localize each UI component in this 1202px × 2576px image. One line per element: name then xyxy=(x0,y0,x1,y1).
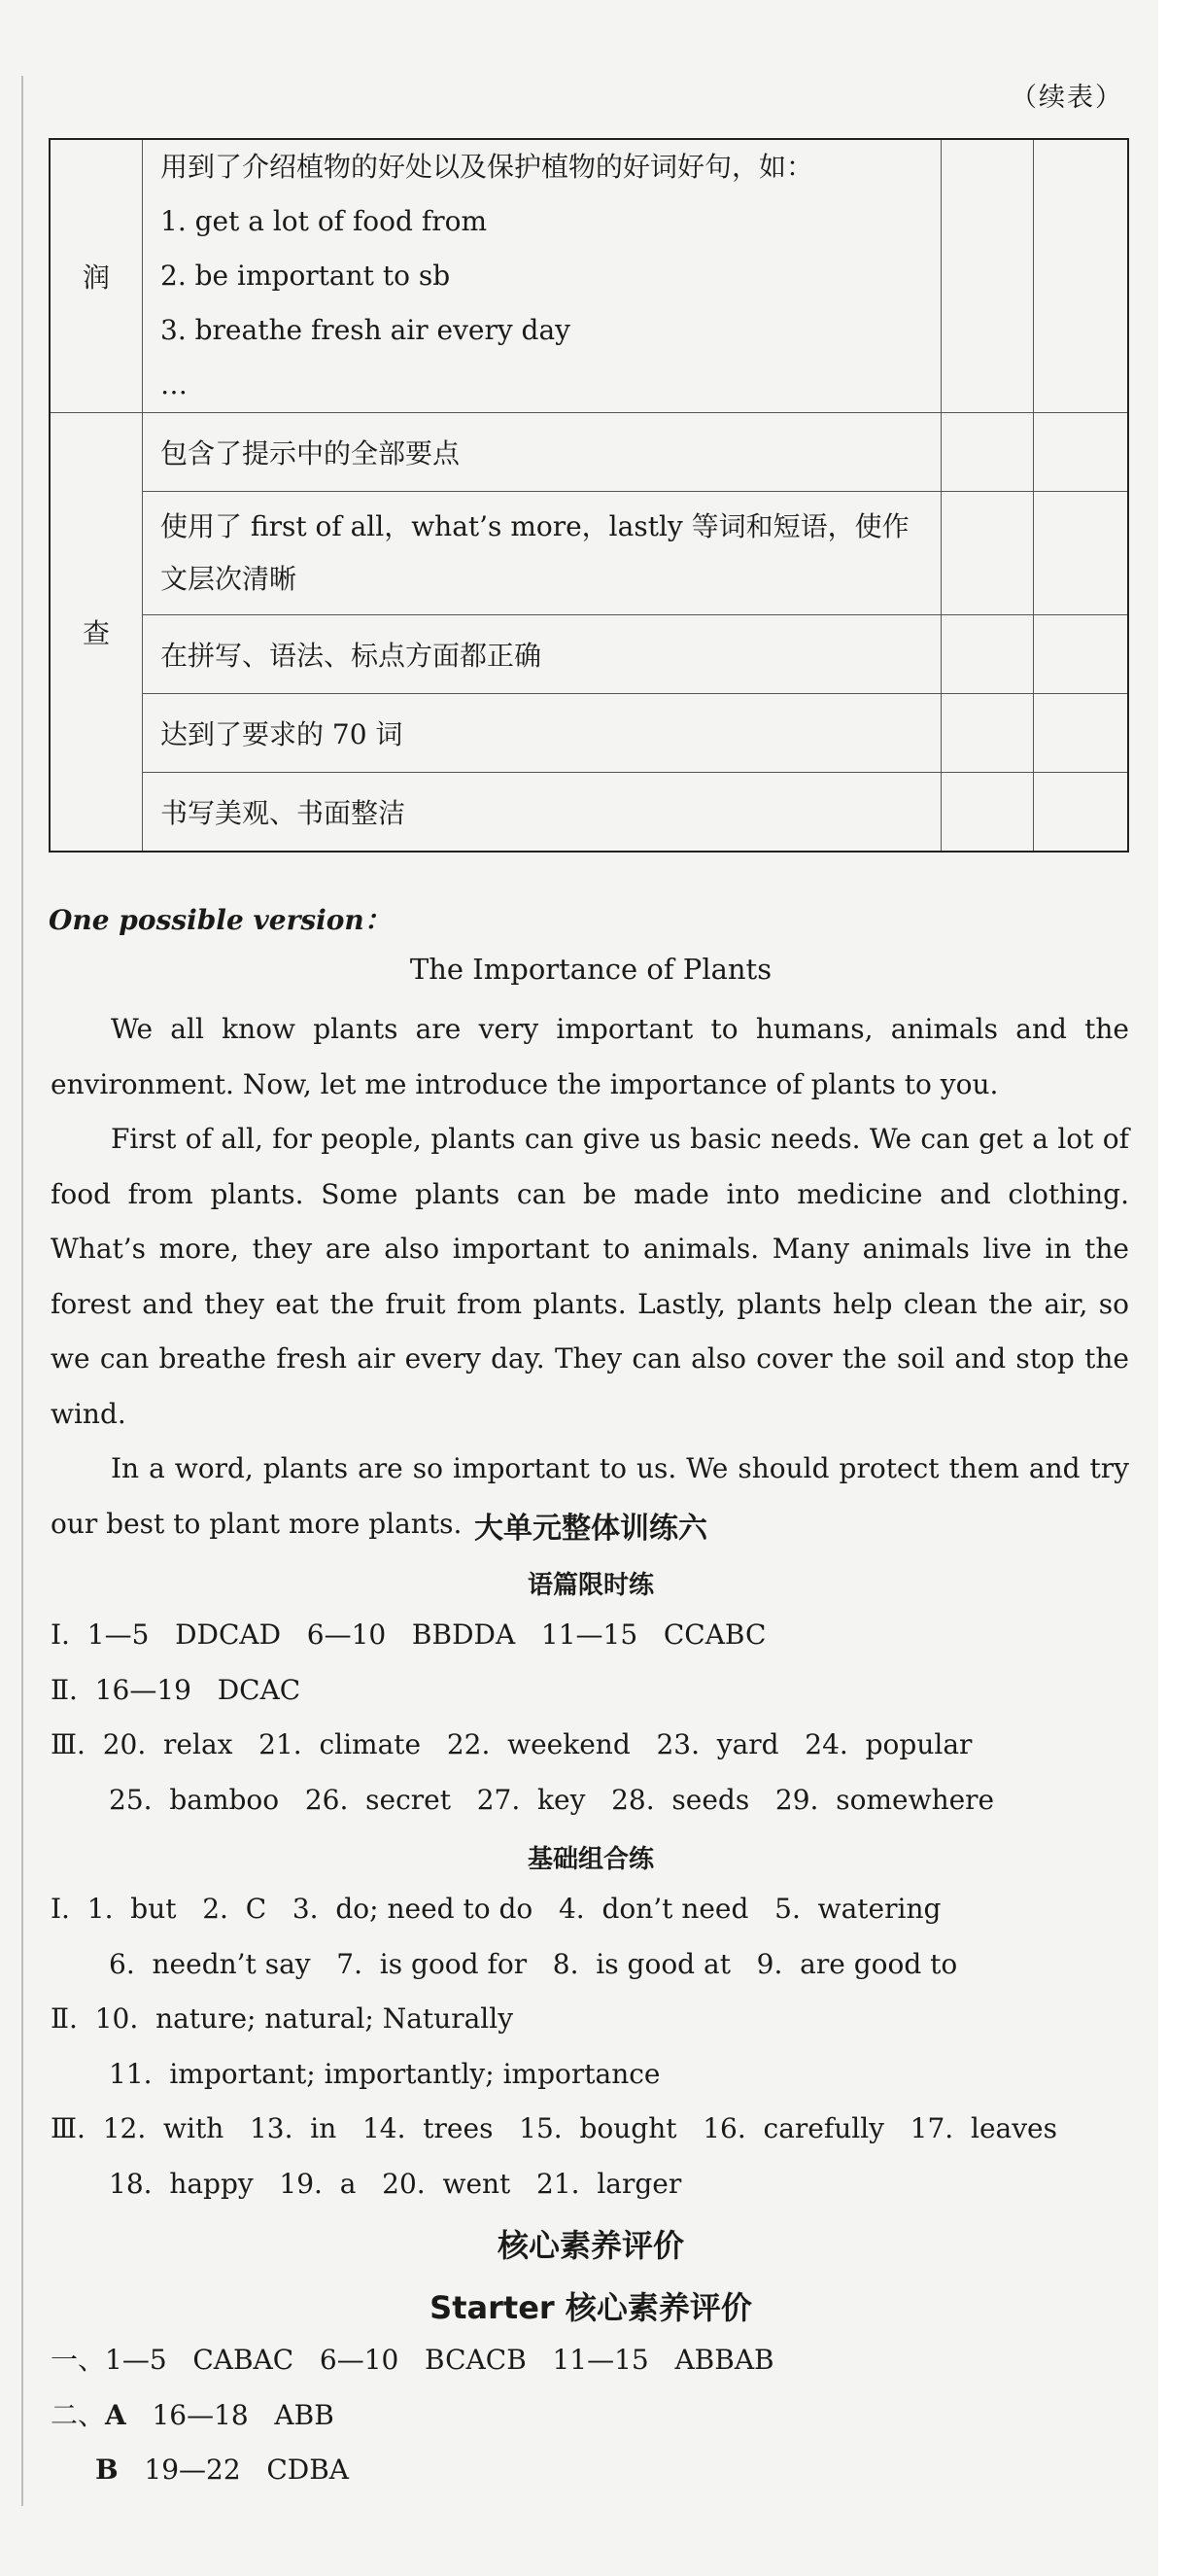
answer-line: 6. needn’t say 7. is good for 8. is good at 9. are good to xyxy=(109,1948,958,1980)
run-item: 2. be important to sb xyxy=(160,260,451,292)
page-right-margin xyxy=(1158,0,1202,2576)
run-item: … xyxy=(160,368,188,400)
check-label: 查 xyxy=(50,413,143,853)
check-item: 在拼写、语法、标点方面都正确 xyxy=(143,615,942,694)
answer-line: Ⅰ. 1. but 2. C 3. do; need to do 4. don’t need 5. watering xyxy=(51,1893,942,1925)
essay-paragraph: In a word, plants are so important to us. We should protect them and try our best to plant more plants. xyxy=(51,1452,1129,1540)
score-cell xyxy=(942,615,1034,694)
section-two-prefix: 二、 xyxy=(51,2399,106,2431)
run-item: 1. get a lot of food from xyxy=(160,205,487,237)
answer-line: 25. bamboo 26. secret 27. key 28. seeds 29. somewhere xyxy=(109,1784,995,1816)
rubric-row-check xyxy=(50,694,1128,773)
unit6-title: 大单元整体训练六 xyxy=(474,1512,707,1546)
rubric-row-check xyxy=(50,615,1128,694)
answer-line: 11. important; importantly; importance xyxy=(109,2058,661,2090)
run-intro: 用到了介绍植物的好处以及保护植物的好词好句，如： xyxy=(160,151,814,183)
check-item: 使用了 first of all，what’s more，lastly 等词和短语，使作文层次清晰 xyxy=(143,492,942,615)
rubric-row-check xyxy=(50,492,1128,615)
essay-paragraph: First of all, for people, plants can give us basic needs. We can get a lot of food from plants. Some plants can be made into medicine and clothing. What’s more, they are also important to animals. Many animals live in the forest and they eat the fruit from plants. Lastly, plants help clean the air, so we can breathe fresh air every day. They can also cover the soil and stop the wind. xyxy=(51,1123,1129,1430)
continuation-label: （续表） xyxy=(1011,83,1123,113)
part-b-answers: 19—22 CDBA xyxy=(144,2454,350,2486)
essay-label: One possible version： xyxy=(49,904,392,936)
score-cell xyxy=(942,492,1034,615)
score-cell xyxy=(1034,492,1129,615)
score-cell xyxy=(942,139,1034,413)
score-cell xyxy=(1034,694,1129,773)
answer-line: Ⅰ. 1—5 DDCAD 6—10 BBDDA 11—15 CCABC xyxy=(51,1619,767,1651)
part-b-label: B xyxy=(95,2454,119,2486)
starter-title: Starter 核心素养评价 xyxy=(429,2289,752,2326)
answer-line: Ⅱ. 16—19 DCAC xyxy=(51,1674,301,1706)
run-label: 润 xyxy=(50,139,143,413)
score-cell xyxy=(1034,615,1129,694)
answer-line: 18. happy 19. a 20. went 21. larger xyxy=(109,2168,682,2200)
score-cell xyxy=(942,694,1034,773)
check-item: 达到了要求的 70 词 xyxy=(143,694,942,773)
part-a-answers: 16—18 ABB xyxy=(152,2399,334,2431)
check-item: 包含了提示中的全部要点 xyxy=(143,413,942,492)
essay-body xyxy=(51,1002,1129,1551)
reading-title: 语篇限时练 xyxy=(527,1571,654,1600)
rubric-row-check xyxy=(50,773,1128,853)
answer-line: Ⅲ. 12. with 13. in 14. trees 15. bought 16. carefully 17. leaves xyxy=(51,2112,1057,2144)
page-left-rule xyxy=(21,76,23,2506)
run-description xyxy=(143,139,942,413)
essay-title: The Importance of Plants xyxy=(409,953,773,986)
rubric-table xyxy=(49,138,1129,853)
score-cell xyxy=(1034,773,1129,853)
essay-paragraph: We all know plants are very important to humans, animals and the environment. Now, let me introduce the importance of plants to you. xyxy=(51,1013,1129,1100)
answer-line-two-B xyxy=(95,2451,349,2489)
score-cell xyxy=(942,773,1034,853)
score-cell xyxy=(1034,413,1129,492)
part-a-label: A xyxy=(105,2399,126,2431)
answer-line: Ⅱ. 10. nature; natural; Naturally xyxy=(51,2002,514,2035)
rubric-row-run xyxy=(50,139,1128,413)
basic-title: 基础组合练 xyxy=(527,1845,654,1874)
answer-line: Ⅲ. 20. relax 21. climate 22. weekend 23. yard 24. popular xyxy=(51,1728,973,1760)
check-item: 书写美观、书面整洁 xyxy=(143,773,942,853)
score-cell xyxy=(1034,139,1129,413)
rubric-row-check xyxy=(50,413,1128,492)
score-cell xyxy=(942,413,1034,492)
answer-line-two-A xyxy=(51,2396,334,2435)
core-title: 核心素养评价 xyxy=(497,2227,684,2264)
run-item: 3. breathe fresh air every day xyxy=(160,314,570,346)
answer-line: 一、1—5 CABAC 6—10 BCACB 11—15 ABBAB xyxy=(51,2344,774,2376)
